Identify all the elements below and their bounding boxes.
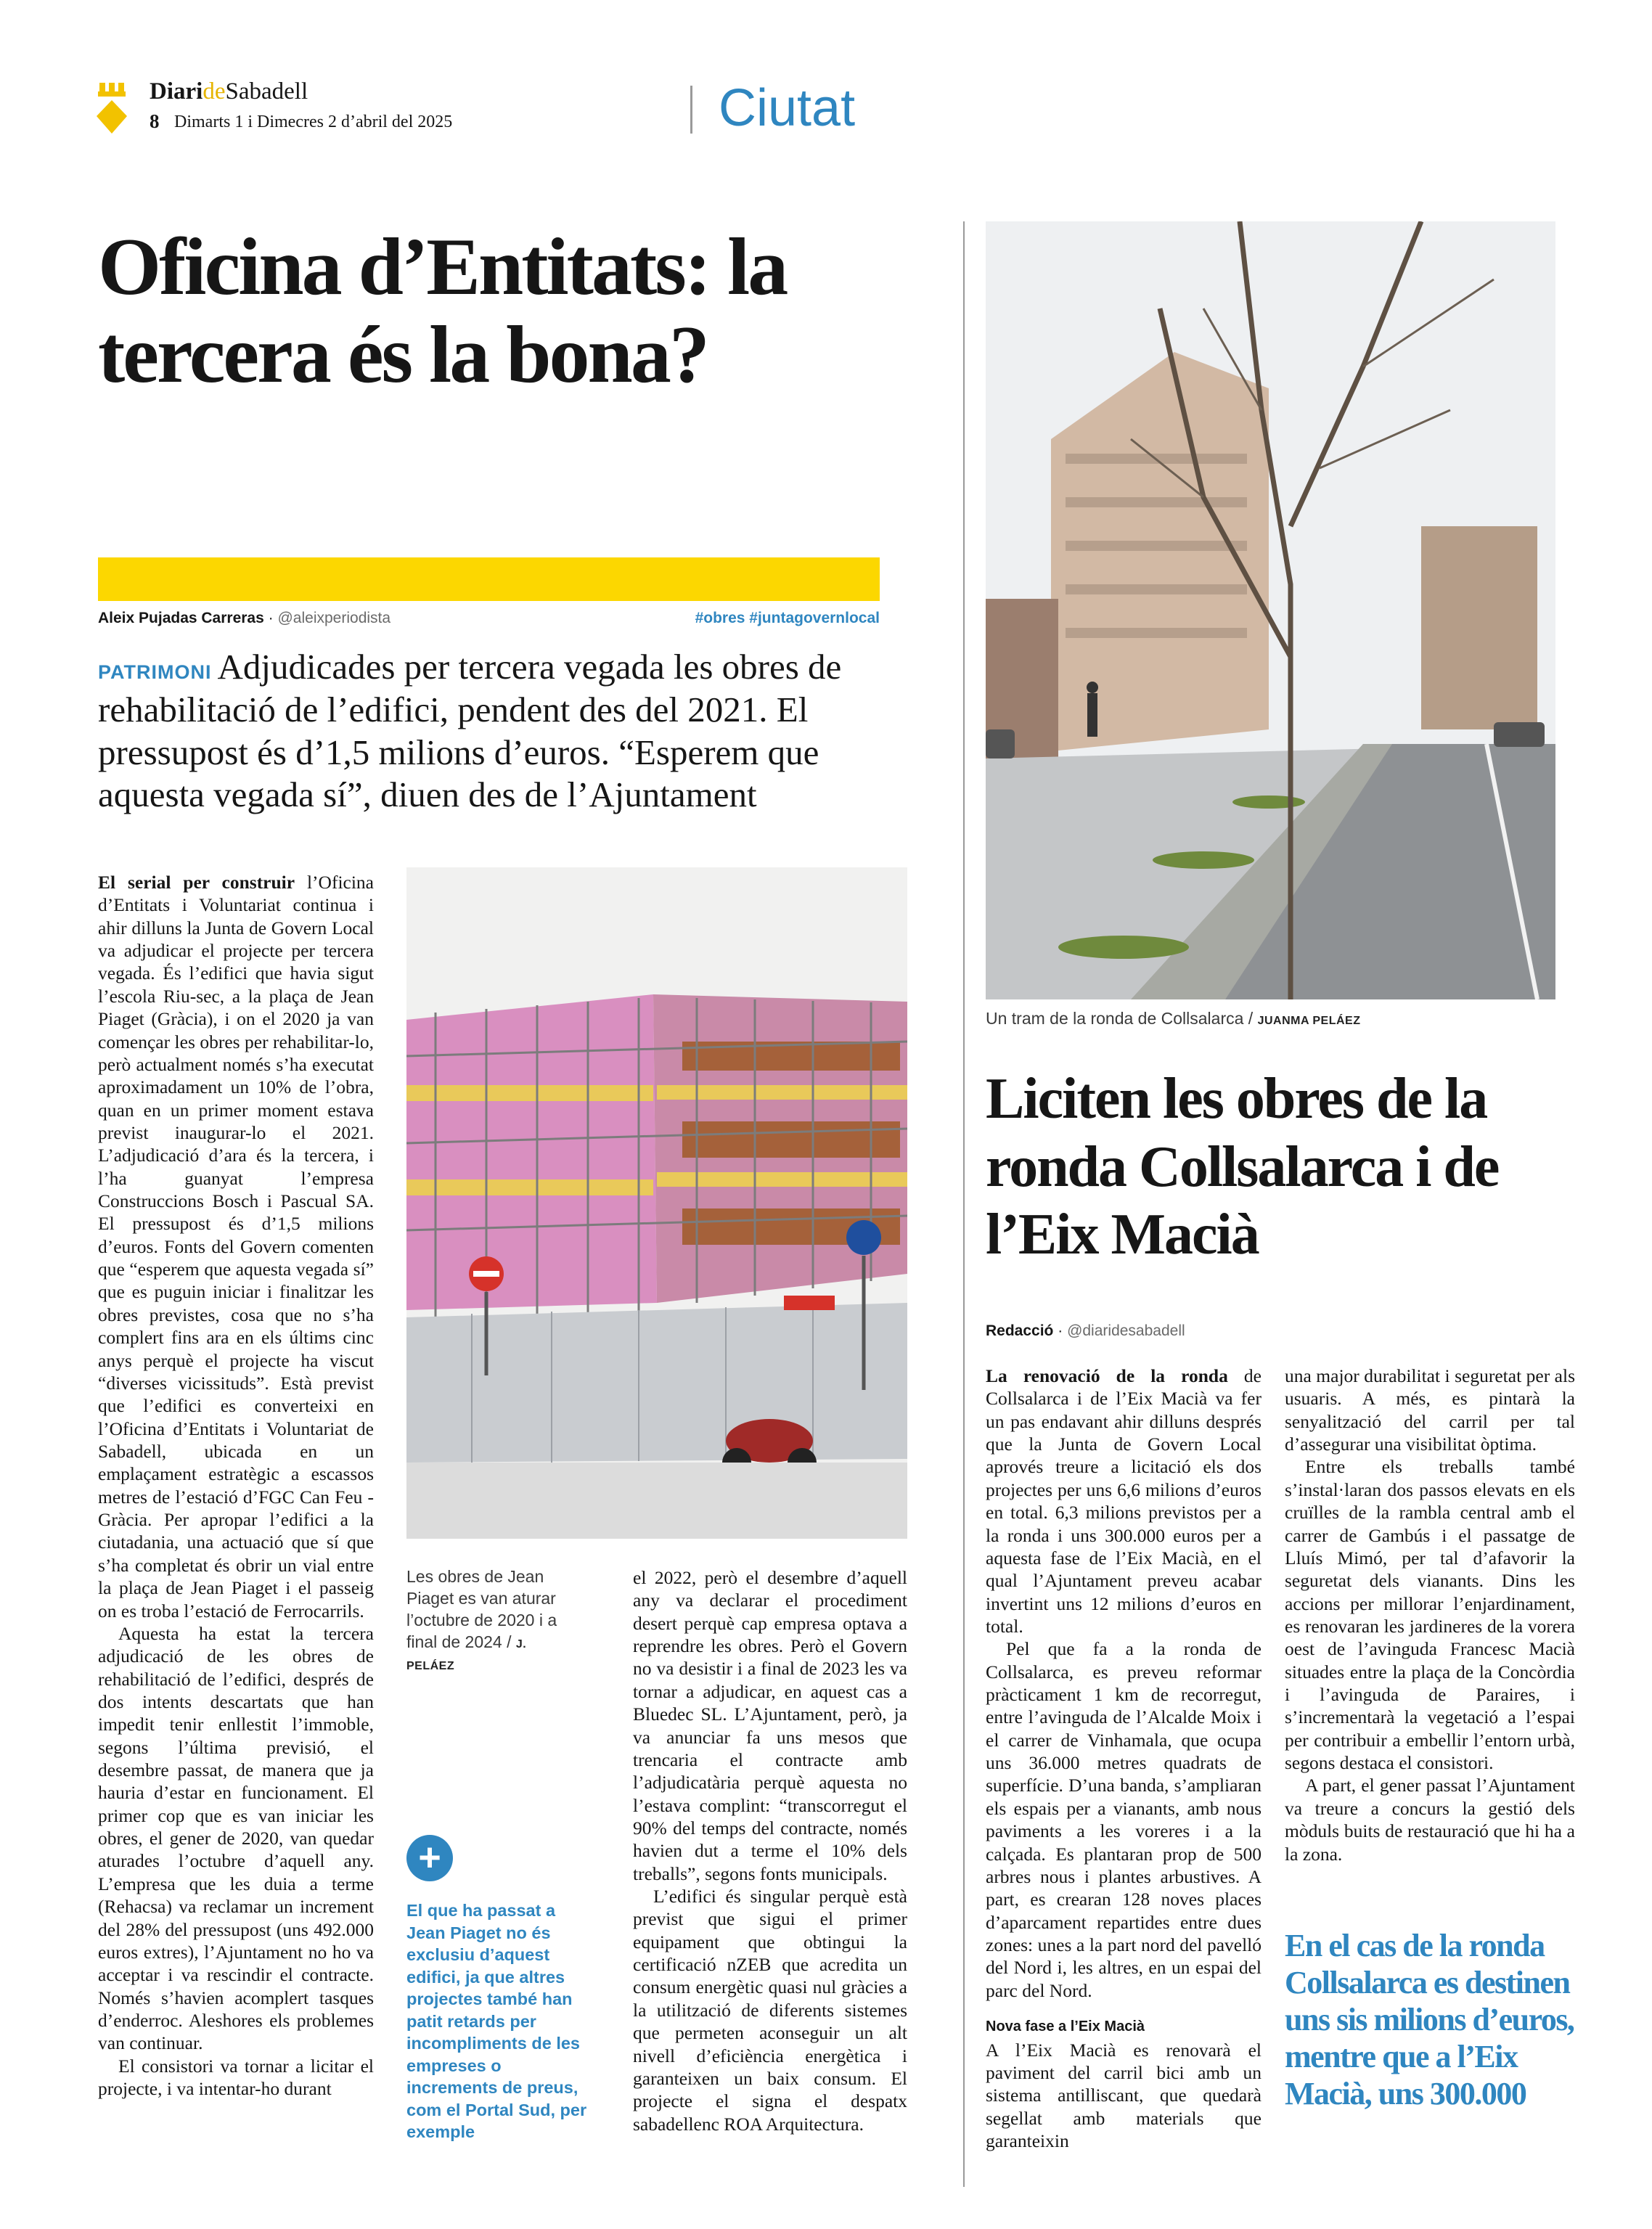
- author-name: Redacció: [986, 1322, 1054, 1339]
- article-tags[interactable]: #obres #juntagovernlocal: [695, 610, 880, 626]
- secondary-column-2: [1285, 1365, 1575, 1865]
- main-column-1: [98, 871, 374, 2100]
- building-scaffolding-photo: [406, 867, 907, 1539]
- plus-icon: +: [406, 1835, 453, 1881]
- author-handle[interactable]: @diaridesabadell: [1067, 1322, 1185, 1339]
- main-column-3: [633, 1566, 907, 2135]
- photo-credit: J. PELÁEZ: [406, 1637, 527, 1672]
- paragraph: una major durabilitat i seguretat per als usuaris. A més, es pintarà la senyalització del carril per tal d’assegurar una visibilitat òptima.: [1285, 1365, 1575, 1455]
- issue-date: Dimarts 1 i Dimecres 2 d’abril del 2025: [174, 113, 453, 131]
- secondary-column-1: [986, 1365, 1262, 2152]
- street-photo: [986, 221, 1555, 999]
- paragraph: Entre els treballs també s’instal·laran dos passos elevats en els cruïlles de la rambla central amb el carrer de Gambús i el passatge de Lluís Mimó, per tal d’afavorir la seguretat dels vianants. Dins les accions per millorar l’enjardinament, es renovaran les jardineres de la vorera oest de l’avinguda Francesc Macià situades entre la plaça de la Concòrdia i l’avinguda de Paraires, i s’incrementarà la vegetació a l’espai per contribuir a embellir l’entorn urbà, segons destaca el consistori.: [1285, 1456, 1575, 1774]
- section-title[interactable]: Ciutat: [719, 79, 856, 137]
- main-lead: PATRIMONI Adjudicades per tercera vegada les obres de rehabilitació de l’edifici, pendent des del 2021. El pressupost és d’1,5 milions d’euros. “Esperem que aquesta vegada sí”, diuen des de l’Ajuntament: [98, 647, 842, 815]
- paragraph: A l’Eix Macià es renovarà el paviment del carril bici amb un sistema antilliscant, que quedarà segellat amb materials que garanteixin: [986, 2039, 1262, 2152]
- secondary-byline: Redacció · @diaridesabadell: [986, 1322, 1185, 1339]
- kicker-label: PATRIMONI: [98, 661, 212, 683]
- paragraph: L’edifici és singular perquè està previst que sigui el primer equipament que obtingui la certificació nZEB que acredita un consum energètic quasi nul gràcies a la utilització de diferents sistemes que permeten aconseguir un alt nivell d’eficiència energètica i garanteixen un baix consum. El projecte el signa el despatx sabadellenc ROA Arquitectura.: [633, 1886, 907, 2135]
- main-byline: Aleix Pujadas Carreras · @aleixperiodista: [98, 610, 391, 626]
- masthead-divider: [690, 86, 692, 134]
- column-divider: [963, 221, 965, 2187]
- sidebar-callout: El que ha passat a Jean Piaget no és exclusiu d’aquest edifici, ja que altres projectes també han patit retards per incompliments de les empreses o increments de preus, com el Portal Sud, per exemple: [406, 1901, 587, 2142]
- newspaper-logo-icon: [95, 81, 128, 135]
- paragraph: Aquesta ha estat la tercera adjudicació de les obres de rehabilitació de l’edifici, després de dos intents descartats que han impedit tenir enllestit l’immoble, segons l’última previsió, el desembre passat, de manera que ja hauria d’estar en funcionament. El primer cop que es van iniciar les obres, el gener de 2020, van quedar aturades l’octubre d’aquell any. L’empresa que les duia a terme (Rehacsa) va reclamar un increment del 28% del pressupost (uns 492.000 euros extres), l’Ajuntament no ho va acceptar i va rescindir el contracte. Només s’havien acomplert tasques d’enderroc. Aleshores els problemes van continuar.: [98, 1622, 374, 2054]
- paragraph: A part, el gener passat l’Ajuntament va treure a concurs la gestió dels mòduls buits de restauració que hi ha a la zona.: [1285, 1775, 1575, 1865]
- headline-accent-bar: [98, 557, 880, 601]
- brand-name[interactable]: DiarideSabadell: [150, 78, 308, 105]
- subheading: Nova fase a l’Eix Macià: [986, 2019, 1145, 2035]
- secondary-headline: Liciten les obres de la ronda Collsalarca i de l’Eix Macià: [986, 1067, 1499, 1267]
- paragraph: El consistori va tornar a licitar el projecte, i va intentar-ho durant: [98, 2055, 374, 2100]
- paragraph: el 2022, però el desembre d’aquell any va declarar el procediment desert perquè cap empresa optava a reprendre les obres. Però el Govern no va desistir i a final de 2023 les va tornar a adjudicar, en aquest cas a Bluedec SL. L’Ajuntament, però, ja va anunciar fa uns mesos que trencaria el contracte amb l’adjudicatària perquè aquesta no l’estava complint: “transcorregut el 90% del temps del contracte, només havien dut a terme el 10% dels treballs”, segons fonts municipals.: [633, 1567, 907, 1884]
- page-number: 8: [150, 110, 160, 132]
- paragraph: Pel que fa a la ronda de Collsalarca, es preveu reformar pràcticament 1 km de recorregut, entre l’avinguda de l’Alcalde Moix i el carrer de Vinhamala, que ocupa uns 36.000 metres quadrats de superfície. D’una banda, s’ampliaran els espais per a vianants, amb nous paviments a les voreres i a la calçada. Es plantaran prop de 500 arbres nous i plantes arbustives. A part, es crearan 128 noves places d’aparcament repartides entre dues zones: unes a la part nord del pavelló del Nord i, les altres, en un espai del parc del Nord.: [986, 1638, 1262, 2001]
- paragraph: La renovació de la ronda de Collsalarca i de l’Eix Macià va fer un pas endavant ahir dilluns després que la Junta de Govern Local aprovés treure a licitació els dos projectes per uns 6,6 milions d’euros en total. 6,3 milions previstos per a la ronda i uns 300.000 euros per a aquesta fase de l’Eix Macià, en el qual l’Ajuntament preveu acabar invertint uns 12 milions d’euros en total.: [986, 1365, 1262, 1637]
- pull-quote: En el cas de la ronda Collsalarca es destinen uns sis milions d’euros, mentre que a l’Eix Macià, uns 300.000: [1285, 1928, 1574, 2112]
- photo-caption: Les obres de Jean Piaget es van aturar l’octubre de 2020 i a final de 2024 / J. PELÁEZ: [406, 1567, 557, 1672]
- paragraph: El serial per construir l’Oficina d’Entitats i Voluntariat continua i ahir dilluns la Junta de Govern Local va adjudicar el projecte per tercera vegada. És l’edifici que havia sigut l’escola Riu-sec, a la plaça de Jean Piaget (Gràcia), i on el 2020 ja van començar les obres per rehabilitar-lo, però actualment només s’ha executat aproximadament un 10% de l’obra, quan en un primer moment estava previst inaugurar-lo el 2021. L’adjudicació d’ara és la tercera, i l’ha guanyat l’empresa Construccions Bosch i Pascual SA. El pressupost és d’1,5 milions d’euros. Fonts del Govern comenten que “esperem que aquesta vegada sí” que es puguin iniciar i finalitzar les obres previstes, cosa que no s’ha complert fins ara en els últims cinc anys perquè el projecte ha viscut “diverses vicissituds”. Està previst que l’edifici es converteixi en l’Oficina d’Entitats i Voluntariat de Sabadell, ubicada en un emplaçament estratègic a escassos metres de l’estació d’FGC Can Feu - Gràcia. Per apropar l’edifici a la ciutadania, una actuació que sí que s’ha completat és obrir un vial entre la plaça de Jean Piaget i el passeig on es troba l’estació de Ferrocarrils.: [98, 872, 374, 1621]
- author-handle[interactable]: @aleixperiodista: [277, 610, 391, 626]
- author-name: Aleix Pujadas Carreras: [98, 610, 264, 626]
- photo-caption: Un tram de la ronda de Collsalarca / JUANMA PELÁEZ: [986, 1009, 1361, 1028]
- photo-credit: JUANMA PELÁEZ: [1257, 1015, 1361, 1027]
- main-headline: Oficina d’Entitats: la tercera és la bona?: [98, 222, 787, 400]
